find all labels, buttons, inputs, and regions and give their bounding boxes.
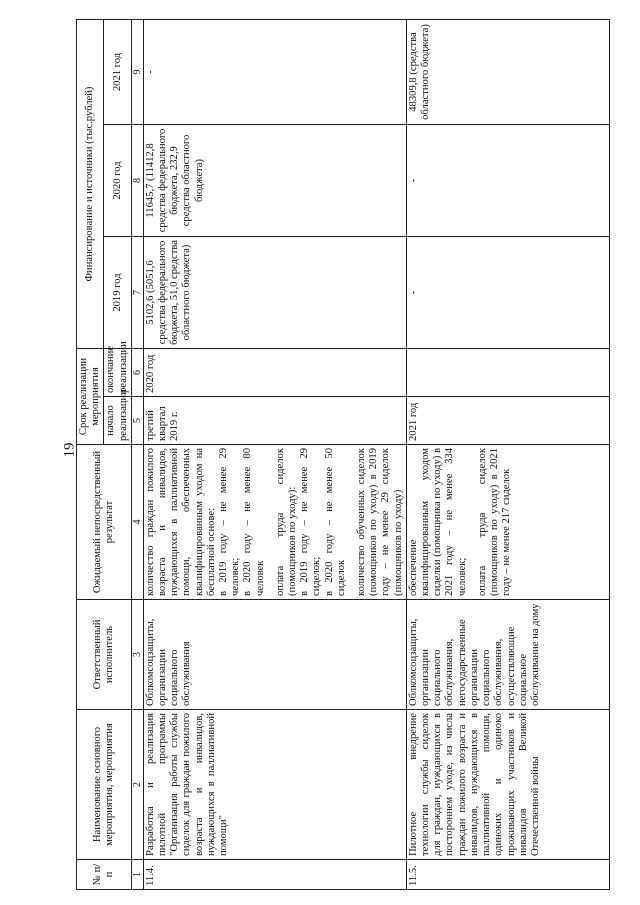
index-cell: 8 xyxy=(131,125,143,237)
header-result: Ожидаемый непосредственный результат xyxy=(77,445,132,600)
header-year-2021: 2021 год xyxy=(104,20,131,125)
header-financing: Финансирование и источники (тыс.рублей) xyxy=(77,20,104,349)
index-cell: 7 xyxy=(131,237,143,349)
result-text: обеспечение квалифицированным уходом сиделки (помощника по уходу) в 2021 году – не менее 334 человек; xyxy=(407,447,468,596)
result-text: в 2019 году – не менее 29 человек; xyxy=(218,448,242,596)
header-year-2019: 2019 год xyxy=(104,237,131,349)
header-row-1 xyxy=(77,20,104,890)
row-result xyxy=(406,445,609,600)
row-financing-2020: 11645,7 (11412,8 средства федерального бюджета, 232,9 средства областного бюджета) xyxy=(143,125,406,237)
row-term-start: третий квартал 2019 г. xyxy=(143,397,406,445)
row-term-end xyxy=(406,349,609,397)
header-term-start: начало реализации xyxy=(104,397,131,445)
result-text: в 2020 году – не менее 80 человек xyxy=(242,448,266,596)
row-number: 11.4. xyxy=(143,860,406,890)
result-text: в 2019 году – не менее 29 сиделок; xyxy=(299,448,323,596)
table-row xyxy=(406,20,609,890)
row-financing-2021: - xyxy=(143,20,406,125)
header-term-end: окончание реализации xyxy=(104,349,131,397)
header-executor: Ответственный исполнитель xyxy=(77,600,132,710)
header-num: № п/п xyxy=(77,860,132,890)
row-executor: Облкомсоцзащиты, организации социального обслуживания xyxy=(143,600,406,710)
result-text: количество граждан пожилого возраста и инвалидов, нуждающихся в паллиативной помощи, обеспеченных квалифицированным уходом на бесплатной основе: xyxy=(144,448,217,596)
result-text: в 2020 году – не менее 50 сиделок xyxy=(323,448,347,596)
index-cell: 4 xyxy=(131,445,143,600)
index-cell: 1 xyxy=(131,860,143,890)
row-measure-name: Пилотное внедрение технологии службы сиделок для граждан, нуждающихся в постороннем уходе, из числа граждан пожилого возраста и инвалидов, нуждающихся в паллиативной помощи, одиноких и одиноко проживающих участников и инвалидов Великой Отечественной войны xyxy=(406,710,609,860)
header-name: Наименование основного мероприятия, мероприятия xyxy=(77,710,132,860)
row-financing-2021: 48309,8 (средства областного бюджета) xyxy=(406,20,609,125)
rotated-table-wrapper xyxy=(76,20,610,890)
row-term-end: 2020 год xyxy=(143,349,406,397)
index-cell: 2 xyxy=(131,710,143,860)
header-year-2020: 2020 год xyxy=(104,125,131,237)
header-index-row xyxy=(131,20,143,890)
page-number: 19 xyxy=(61,442,78,458)
row-term-start: 2021 год xyxy=(406,397,609,445)
header-term: Срок реализации мероприятия xyxy=(77,349,104,445)
result-text: оплата труда сиделок (помощников по уходу): xyxy=(274,448,299,596)
table-row xyxy=(143,20,406,890)
row-financing-2020: - xyxy=(406,125,609,237)
index-cell: 3 xyxy=(131,600,143,710)
index-cell: 9 xyxy=(131,20,143,125)
row-number: 11.5. xyxy=(406,860,609,890)
row-financing-2019: - xyxy=(406,237,609,349)
row-result xyxy=(143,445,406,600)
result-text: оплата труда сиделок (помощников по уходу) в 2021 году – не менее 217 сиделок xyxy=(476,448,513,596)
row-executor: Облкомсоцзащиты, организации социального обслуживания, негосударственные организации социального обслуживания, осуществляющие социальное обслуживание на дому xyxy=(406,600,609,710)
index-cell: 6 xyxy=(131,349,143,397)
measures-table xyxy=(76,19,610,890)
index-cell: 5 xyxy=(131,397,143,445)
row-financing-2019: 5102,6 (5051,6 средства федерального бюджета, 51,0 средства областного бюджета) xyxy=(143,237,406,349)
row-measure-name: Разработка и реализация пилотной программы "Организация работы службы сиделок для граждан пожилого возраста и инвалидов, нуждающихся в паллиативной помощи" xyxy=(143,710,406,860)
result-text: количество обученных сиделок (помощников по уходу) в 2019 году – не менее 29 сиделок (помощников по уходу) xyxy=(356,448,404,596)
